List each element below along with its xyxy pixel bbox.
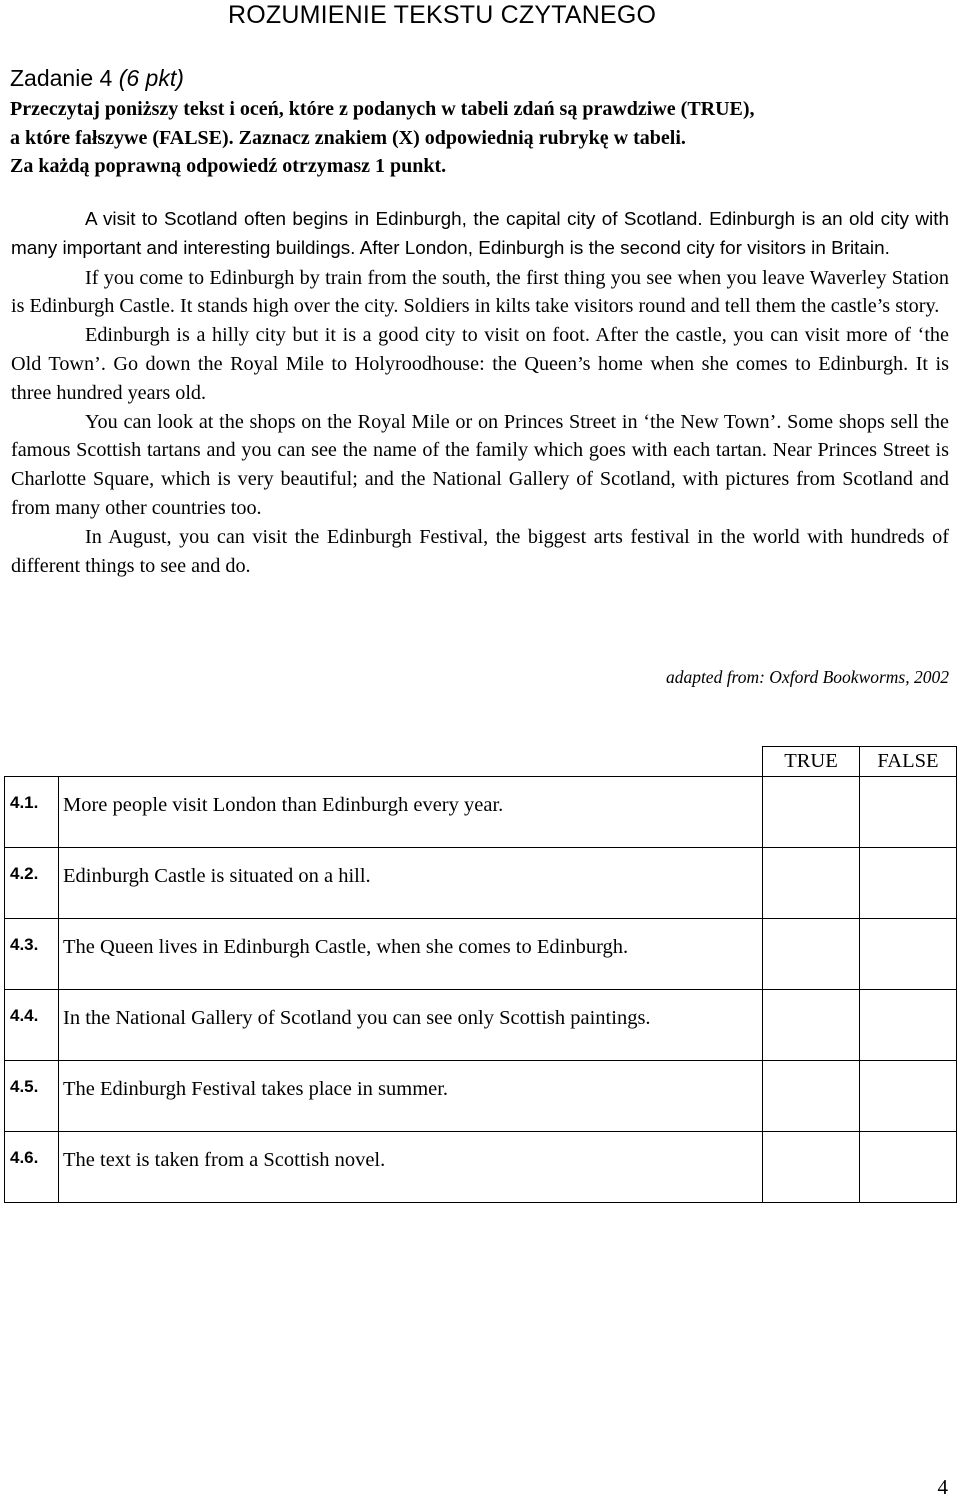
statement-number: 4.5. xyxy=(5,1061,59,1132)
table-row xyxy=(5,1061,957,1132)
instruction-line: Za każdą poprawną odpowiedź otrzymasz 1 punkt. xyxy=(10,155,447,177)
true-false-table xyxy=(4,746,957,1203)
task-instructions xyxy=(10,95,952,181)
task-title: Zadanie 4 xyxy=(10,65,113,91)
true-answer-cell[interactable] xyxy=(763,919,860,990)
true-column-header: TRUE xyxy=(763,747,860,777)
statement-text: In the National Gallery of Scotland you can see only Scottish paintings. xyxy=(59,990,763,1061)
page-number: 4 xyxy=(937,1475,948,1499)
false-answer-cell[interactable] xyxy=(860,1061,957,1132)
true-answer-cell[interactable] xyxy=(763,848,860,919)
statement-text: The text is taken from a Scottish novel. xyxy=(59,1132,763,1203)
statement-text: The Queen lives in Edinburgh Castle, when she comes to Edinburgh. xyxy=(59,919,763,990)
table-row xyxy=(5,777,957,848)
statement-number: 4.1. xyxy=(5,777,59,848)
task-points: (6 pkt) xyxy=(118,65,184,91)
false-column-header: FALSE xyxy=(860,747,957,777)
section-title-text: ROZUMIENIE TEKSTU CZYTANEGO xyxy=(228,1,657,29)
task-heading xyxy=(10,63,184,93)
table-row xyxy=(5,919,957,990)
table-row xyxy=(5,990,957,1061)
table-row xyxy=(5,1132,957,1203)
false-answer-cell[interactable] xyxy=(860,848,957,919)
false-answer-cell[interactable] xyxy=(860,777,957,848)
true-answer-cell[interactable] xyxy=(763,1061,860,1132)
table-row xyxy=(5,848,957,919)
true-answer-cell[interactable] xyxy=(763,1132,860,1203)
statement-text: The Edinburgh Festival takes place in summer. xyxy=(59,1061,763,1132)
false-answer-cell[interactable] xyxy=(860,990,957,1061)
instruction-line: Przeczytaj poniższy tekst i oceń, które z podanych w tabeli zdań są prawdziwe (TRUE), xyxy=(10,98,755,120)
statement-text: More people visit London than Edinburgh every year. xyxy=(59,777,763,848)
statement-number: 4.4. xyxy=(5,990,59,1061)
statement-number: 4.3. xyxy=(5,919,59,990)
false-answer-cell[interactable] xyxy=(860,1132,957,1203)
source-citation: adapted from: Oxford Bookworms, 2002 xyxy=(665,667,949,687)
statement-number: 4.6. xyxy=(5,1132,59,1203)
instruction-line: a które fałszywe (FALSE). Zaznacz znakiem (X) odpowiednią rubrykę w tabeli. xyxy=(10,126,686,149)
header-blank-cell xyxy=(5,747,763,777)
false-answer-cell[interactable] xyxy=(860,919,957,990)
table-header-row xyxy=(5,747,957,777)
reading-paragraph: In August, you can visit the Edinburgh Festival, the biggest arts festival in the world with hundreds of different things to see and do. xyxy=(11,525,949,577)
statement-text: Edinburgh Castle is situated on a hill. xyxy=(59,848,763,919)
true-answer-cell[interactable] xyxy=(763,777,860,848)
reading-paragraph: Edinburgh is a hilly city but it is a good city to visit on foot. After the castle, you can visit more of ‘the Old Town’. Go down the Royal Mile to Holyroodhouse: the Queen’s home when she comes to Edinburgh. It is three hundred years old. xyxy=(11,324,949,404)
true-answer-cell[interactable] xyxy=(763,990,860,1061)
reading-paragraph: If you come to Edinburgh by train from the south, the first thing you see when you leave Waverley Station is Edinburgh Castle. It stands high over the city. Soldiers in kilts take visitors round and tell them the castle’s story. xyxy=(11,266,949,318)
reading-text xyxy=(11,206,949,580)
reading-paragraph: A visit to Scotland often begins in Edinburgh, the capital city of Scotland. Edinburgh is an old city with many important and interesting buildings. After London, Edinburgh is the second city for visitors in Britain. xyxy=(11,209,949,259)
reading-paragraph: You can look at the shops on the Royal Mile or on Princes Street in ‘the New Town’. Some shops sell the famous Scottish tartans and you can see the name of the family which goes with each tartan. Near Princes Street is Charlotte Square, which is very beautiful; and the National Gallery of Scotland, with pictures from Scotland and from many other countries too. xyxy=(11,410,949,519)
statement-number: 4.2. xyxy=(5,848,59,919)
